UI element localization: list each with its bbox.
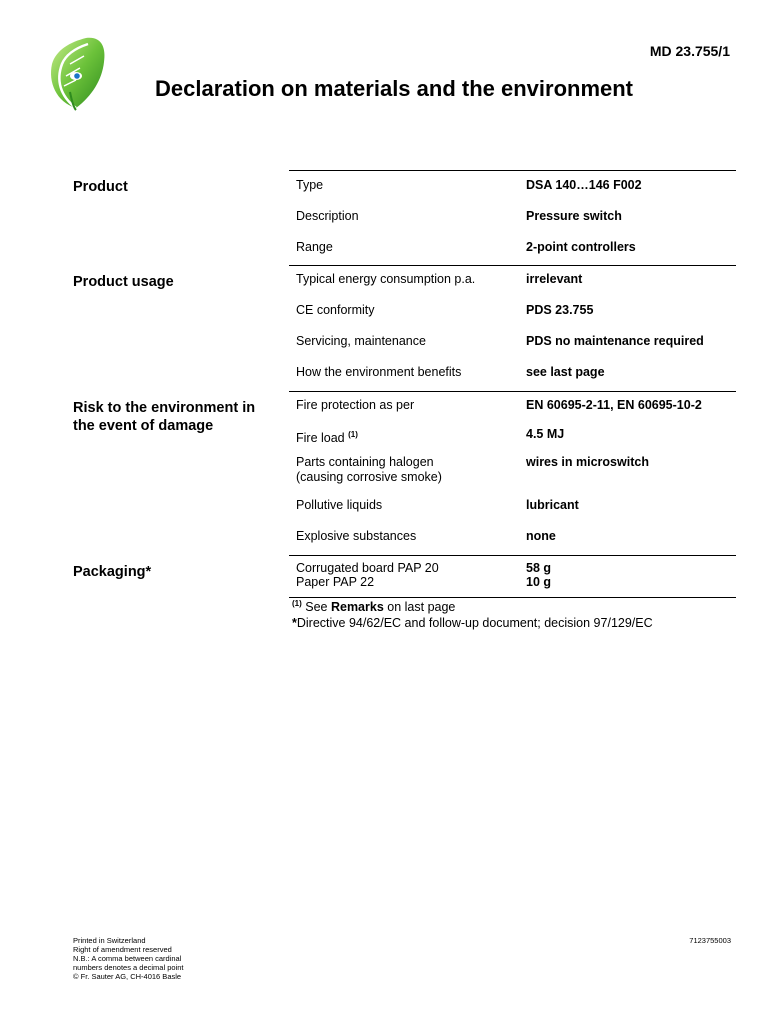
row-label-energy: Typical energy consumption p.a. xyxy=(296,272,476,286)
row-value-explosive: none xyxy=(526,529,556,543)
section-label-risk-line2: the event of damage xyxy=(73,418,214,434)
row-value-description: Pressure switch xyxy=(526,209,622,223)
imprint-line: Right of amendment reserved xyxy=(73,945,172,954)
row-label-description: Description xyxy=(296,209,359,223)
section-label-product: Product xyxy=(73,179,128,195)
row-label-liquids: Pollutive liquids xyxy=(296,498,383,512)
imprint xyxy=(73,936,183,981)
footnote-text-post: on last page xyxy=(383,600,456,615)
row-value-energy: irrelevant xyxy=(526,272,583,286)
row-label-range: Range xyxy=(296,240,333,254)
footnote-directive xyxy=(292,616,653,630)
row-value-benefits: see last page xyxy=(526,365,605,379)
row-value-type: DSA 140…146 F002 xyxy=(526,178,642,192)
row-label-paper: Paper PAP 22 xyxy=(296,575,375,589)
footnote-text-pre: See xyxy=(301,600,331,615)
leaf-logo-icon xyxy=(46,36,108,112)
section-label-risk xyxy=(73,399,255,435)
section-label-usage: Product usage xyxy=(73,274,174,290)
divider xyxy=(289,265,736,266)
footnote-marker: (1) xyxy=(292,599,302,608)
row-label-corrugated: Corrugated board PAP 20 xyxy=(296,561,439,575)
row-label-benefits: How the environment benefits xyxy=(296,365,462,379)
row-value-ce: PDS 23.755 xyxy=(526,303,594,317)
document-number: MD 23.755/1 xyxy=(649,43,730,59)
row-value-halogen: wires in microswitch xyxy=(526,455,649,469)
row-value-corrugated: 58 g xyxy=(526,561,552,575)
footnote-text-bold: Remarks xyxy=(330,600,384,615)
halogen-line1: Parts containing halogen xyxy=(296,455,434,469)
row-value-liquids: lubricant xyxy=(526,498,579,512)
footnote-directive-text: Directive 94/62/EC and follow-up document; decision 97/129/EC xyxy=(296,616,653,630)
divider xyxy=(289,555,736,556)
footnote-asterisk: * xyxy=(292,616,297,630)
row-value-servicing: PDS no maintenance required xyxy=(526,334,704,348)
row-value-fire-load: 4.5 MJ xyxy=(526,427,565,441)
document-code: 7123755003 xyxy=(689,936,731,945)
footnote-remarks xyxy=(292,599,455,614)
divider xyxy=(289,391,736,392)
row-label-fire-load xyxy=(296,427,358,446)
row-label-type: Type xyxy=(296,178,324,192)
imprint-line: Printed in Switzerland xyxy=(73,936,146,945)
row-label-servicing: Servicing, maintenance xyxy=(296,334,426,348)
imprint-line: numbers denotes a decimal point xyxy=(73,963,184,972)
imprint-line: © Fr. Sauter AG, CH-4016 Basle xyxy=(73,972,182,981)
imprint-line: N.B.: A comma between cardinal xyxy=(73,954,182,963)
row-value-paper: 10 g xyxy=(526,575,552,589)
row-label-halogen xyxy=(296,455,442,485)
row-label-fire-protection: Fire protection as per xyxy=(296,398,415,412)
page-title: Declaration on materials and the environment xyxy=(155,76,634,101)
row-label-ce: CE conformity xyxy=(296,303,375,317)
section-label-packaging: Packaging* xyxy=(73,564,152,580)
row-value-range: 2-point controllers xyxy=(526,240,636,254)
divider xyxy=(289,170,736,171)
footnote-marker: (1) xyxy=(348,430,358,439)
section-label-risk-line1: Risk to the environment in xyxy=(73,400,256,416)
row-value-fire-protection: EN 60695-2-11, EN 60695-10-2 xyxy=(526,398,702,412)
row-label-explosive: Explosive substances xyxy=(296,529,417,543)
divider xyxy=(289,597,736,598)
halogen-line2: (causing corrosive smoke) xyxy=(296,470,442,484)
fire-load-text: Fire load xyxy=(296,431,345,446)
